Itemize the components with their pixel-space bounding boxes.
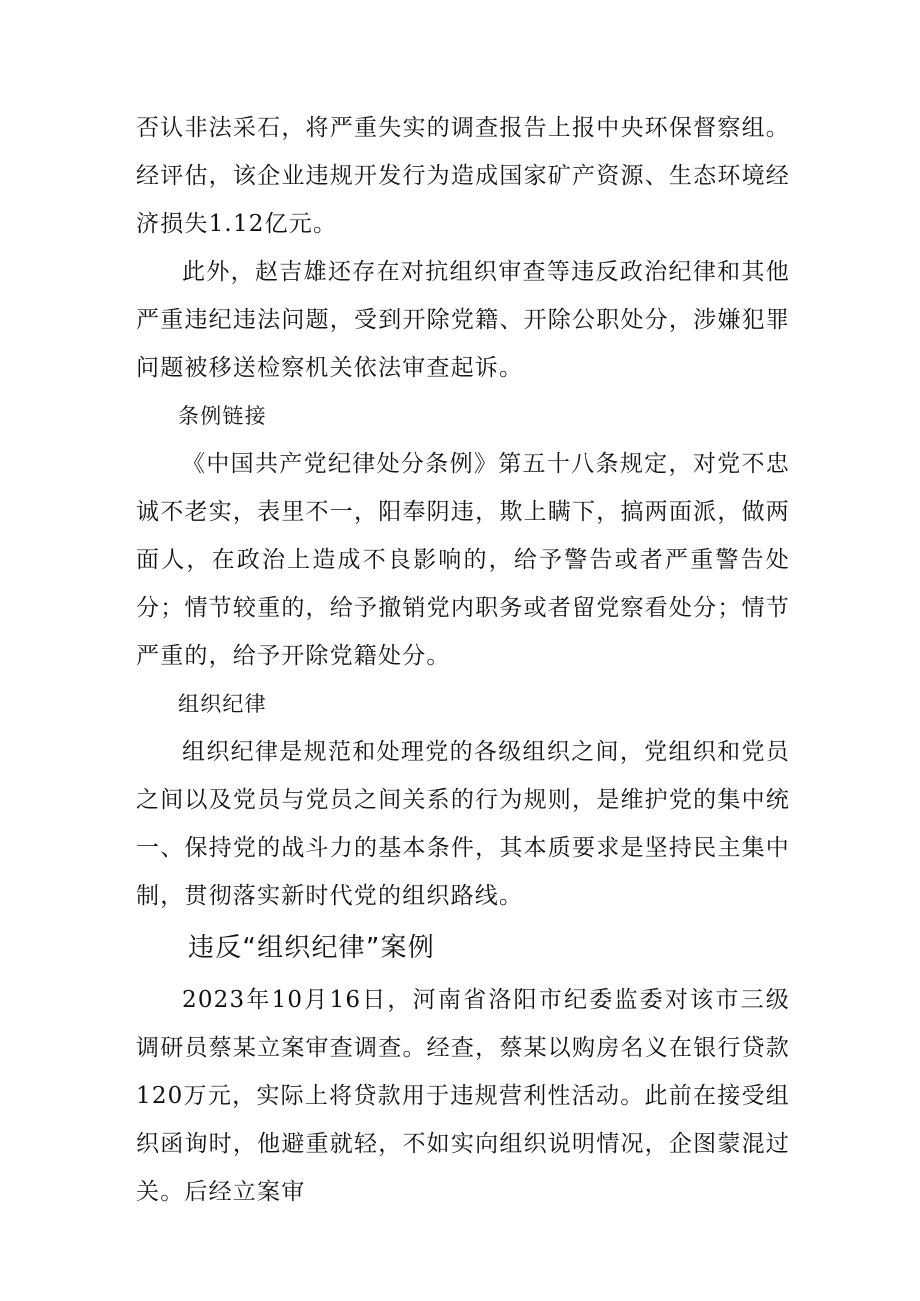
paragraph-3: 《中国共产党纪律处分条例》第五十八条规定，对党不忠诚不老实，表里不一，阳奉阴违，欺上瞒下，搞两面派，做两面人，在政治上造成不良影响的，给予警告或者严重警告处分；情节较重的，给予撤销党内职务或者留党察看处分；情节严重的，给予开除党籍处分。 bbox=[136, 451, 790, 669]
paragraph-2: 此外，赵吉雄还存在对抗组织审查等违反政治纪律和其他严重违纪违法问题，受到开除党籍、开除公职处分，涉嫌犯罪问题被移送检察机关依法审查起诉。 bbox=[136, 259, 790, 381]
paragraph-4: 组织纪律是规范和处理党的各级组织之间，党组织和党员之间以及党员与党员之间关系的行为规则，是维护党的集中统一、保持党的战斗力的基本条件，其本质要求是坚持民主集中制，贯彻落实新时代党的组织路线。 bbox=[136, 739, 790, 909]
heading-violation-case: 违反“组织纪律”案例 bbox=[188, 933, 435, 963]
paragraph-1: 否认非法采石，将严重失实的调查报告上报中央环保督察组。经评估，该企业违规开发行为造成国家矿产资源、生态环境经济损失1.12亿元。 bbox=[136, 115, 790, 237]
heading-regulation-link: 条例链接 bbox=[178, 404, 267, 428]
heading-organizational-discipline: 组织纪律 bbox=[178, 692, 267, 716]
paragraph-5: 2023年10月16日，河南省洛阳市纪委监委对该市三级调研员蔡某立案审查调查。经查，蔡某以购房名义在银行贷款120万元，实际上将贷款用于违规营利性活动。此前在接受组织函询时，他避重就轻，不如实向组织说明情况，企图蒙混过关。后经立案审 bbox=[136, 987, 790, 1205]
document-body bbox=[136, 104, 790, 1216]
